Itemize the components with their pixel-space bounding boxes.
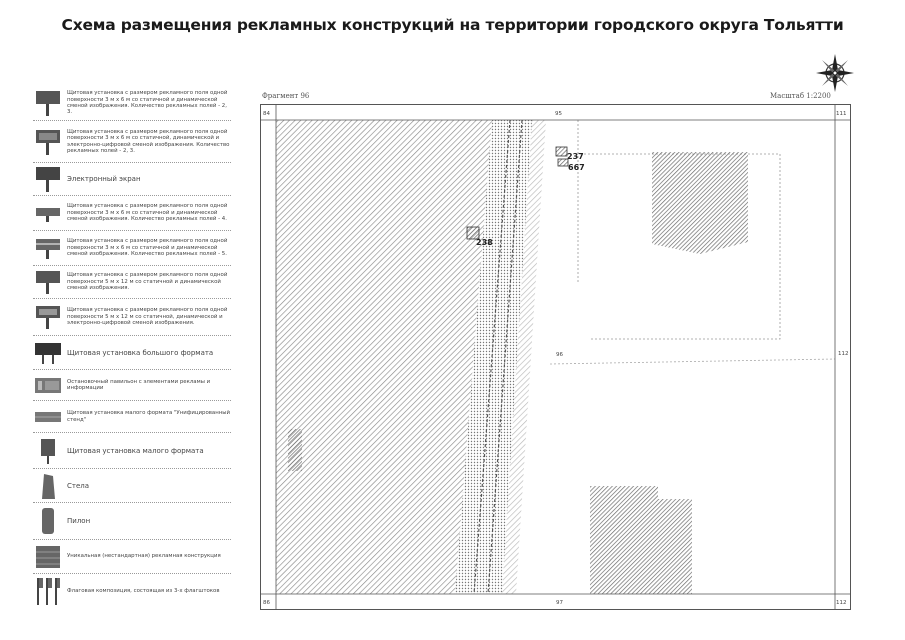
electronic-screen-icon bbox=[35, 165, 61, 193]
grid-label: 111 bbox=[836, 111, 847, 117]
billboard-3x6-static-icon bbox=[35, 89, 61, 117]
building bbox=[590, 486, 692, 594]
page-title: Схема размещения рекламных конструкций на территории городского округа Тольятти bbox=[61, 16, 844, 34]
ad-marker[interactable] bbox=[556, 147, 567, 156]
legend-item bbox=[33, 336, 231, 370]
legend-text: Щитовая установка большого формата bbox=[67, 348, 214, 357]
legend-item bbox=[33, 163, 231, 196]
billboard-5-fields-icon bbox=[35, 236, 61, 260]
legend-item bbox=[33, 196, 231, 231]
billboard-5x12-digital-icon bbox=[35, 304, 61, 330]
billboard-3x6-digital-icon bbox=[35, 128, 61, 156]
legend bbox=[33, 86, 231, 608]
grid-label: 112 bbox=[838, 351, 849, 357]
legend-text: Электронный экран bbox=[67, 175, 141, 183]
compass-rose-icon bbox=[815, 53, 855, 93]
building bbox=[288, 429, 302, 471]
grid-label: 112 bbox=[836, 600, 847, 606]
pylon-icon bbox=[38, 506, 58, 536]
flag-composition-icon bbox=[35, 576, 61, 606]
billboard-4-fields-icon bbox=[35, 203, 61, 223]
legend-item bbox=[33, 401, 231, 433]
legend-text: Щитовая установка с размером рекламного поля одной поверхности 3 м х 6 м со статичной и динамической сменой изображения. Количество рекламных полей - 4. bbox=[67, 203, 228, 223]
bus-stop-pavilion-icon bbox=[34, 376, 62, 394]
legend-text: Уникальная (нестандартная) рекламная конструкция bbox=[67, 553, 221, 560]
legend-item bbox=[33, 503, 231, 540]
legend-item bbox=[33, 370, 231, 401]
legend-text: Щитовая установка с размером рекламного поля одной поверхности 5 м х 12 м со статичной и динамической сменой изображения. bbox=[67, 272, 228, 292]
small-format-unified-stand-icon bbox=[34, 410, 62, 424]
legend-text: Щитовая установка с размером рекламного поля одной поверхности 3 м х 6 м со статичной и динамической сменой изображения. Количество рекламных полей - 5. bbox=[67, 238, 228, 258]
grid-label: 95 bbox=[555, 111, 562, 117]
legend-text: Щитовая установка малого формата "Унифицированный стенд" bbox=[67, 410, 231, 423]
legend-item bbox=[33, 266, 231, 299]
legend-text: Щитовая установка с размером рекламного поля одной поверхности 3 м х 6 м со статичной, динамической и электронно-цифровой сменой изображения. Количество рекламных полей - 2, 3. bbox=[67, 128, 230, 154]
scale-label: Масштаб 1:2200 bbox=[770, 92, 831, 100]
building bbox=[652, 152, 748, 254]
ad-marker-label: 238 bbox=[476, 238, 493, 247]
legend-text: Флаговая композиция, состоящая из 3-х флагштоков bbox=[67, 587, 220, 594]
legend-text: Щитовая установка малого формата bbox=[67, 446, 204, 455]
fragment-label: Фрагмент 96 bbox=[262, 92, 310, 100]
map-fragment[interactable] bbox=[260, 104, 851, 610]
grid-label: 84 bbox=[263, 111, 270, 117]
grid-label: 86 bbox=[263, 600, 270, 606]
ad-marker-label: 667 bbox=[568, 163, 585, 172]
legend-text: Остановочный павильон с элементами рекламы и информации bbox=[67, 378, 211, 391]
unique-structure-icon bbox=[35, 544, 61, 570]
legend-item bbox=[33, 433, 231, 469]
legend-item bbox=[33, 86, 231, 121]
legend-text: Щитовая установка с размером рекламного поля одной поверхности 3 м х 6 м со статичной и динамической сменой изображения. Количество рекламных полей - 2, 3. bbox=[67, 90, 228, 116]
legend-item bbox=[33, 540, 231, 574]
legend-item bbox=[33, 299, 231, 336]
legend-item bbox=[33, 121, 231, 163]
legend-item bbox=[33, 574, 231, 608]
legend-item bbox=[33, 469, 231, 503]
legend-item bbox=[33, 231, 231, 266]
ad-marker-label: 237 bbox=[567, 152, 584, 161]
legend-text: Стела bbox=[67, 481, 90, 490]
grid-label: 96 bbox=[556, 352, 563, 358]
grid-label: 97 bbox=[556, 600, 563, 606]
hatched-territory-west bbox=[276, 120, 492, 594]
stele-icon bbox=[38, 472, 58, 500]
billboard-5x12-static-icon bbox=[35, 269, 61, 295]
legend-text: Пилон bbox=[67, 517, 91, 525]
large-format-billboard-icon bbox=[34, 341, 62, 365]
legend-text: Щитовая установка с размером рекламного поля одной поверхности 5 м х 12 м со статичной, динамической и электронно-цифровой сменой изображения. bbox=[67, 307, 228, 327]
small-format-billboard-icon bbox=[38, 437, 58, 465]
